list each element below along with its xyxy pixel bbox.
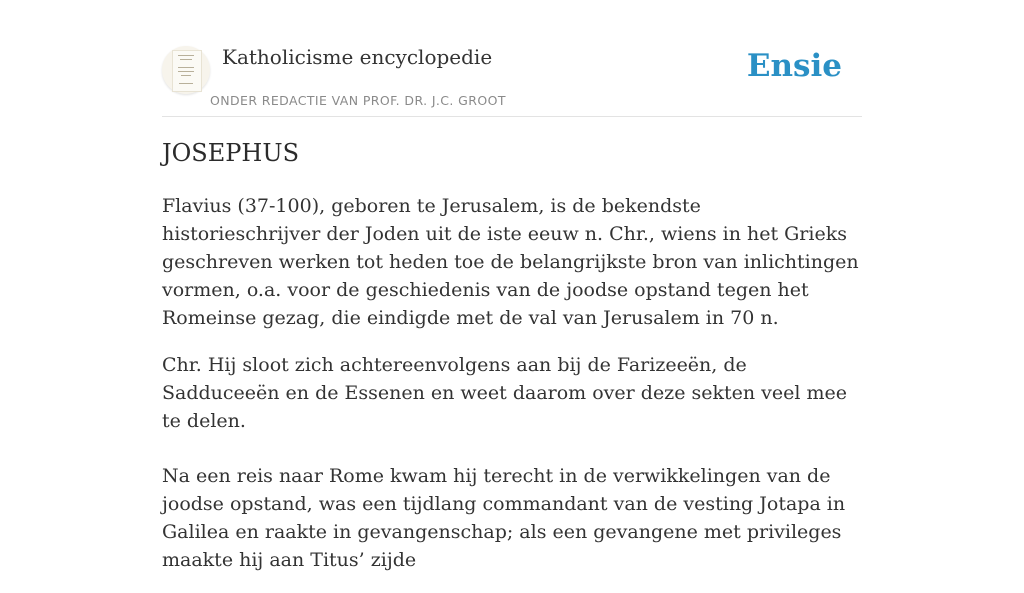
article-paragraph: Chr. Hij sloot zich achtereenvolgens aan bij de Farizeeën, de Sadduceeën en de Essenen en weet daarom over deze sekten veel mee te delen. (162, 354, 847, 432)
article-body (162, 192, 862, 593)
ensie-brand-link[interactable]: Ensie (746, 48, 842, 84)
book-cover-icon (172, 50, 202, 92)
article-paragraph: Na een reis naar Rome kwam hij terecht in de verwikkelingen van de joodse opstand, was een tijdlang commandant van de vesting Jotapa in Galilea en raakte in gevangenschap; als een gevangene met privileges maakte hij aan Titus’ zijde (162, 465, 846, 571)
page (162, 0, 862, 571)
site-title[interactable]: Katholicisme encyclopedie (222, 45, 493, 69)
site-header (162, 0, 862, 117)
article-title: JOSEPHUS (162, 139, 300, 167)
article-paragraph: Flavius (37-100), geboren te Jerusalem, is de bekendste historieschrijver der Joden uit de iste eeuw n. Chr., wiens in het Grieks geschreven werken tot heden toe de belangrijkste bron van inlichtingen vormen, o.a. voor de geschiedenis van de joodse opstand tegen het Romeinse gezag, die eindigde met de val van Jerusalem in 70 n. (162, 195, 859, 329)
encyclopedia-logo[interactable] (162, 46, 210, 94)
editor-subtitle: ONDER REDACTIE VAN PROF. DR. J.C. GROOT (210, 93, 506, 108)
